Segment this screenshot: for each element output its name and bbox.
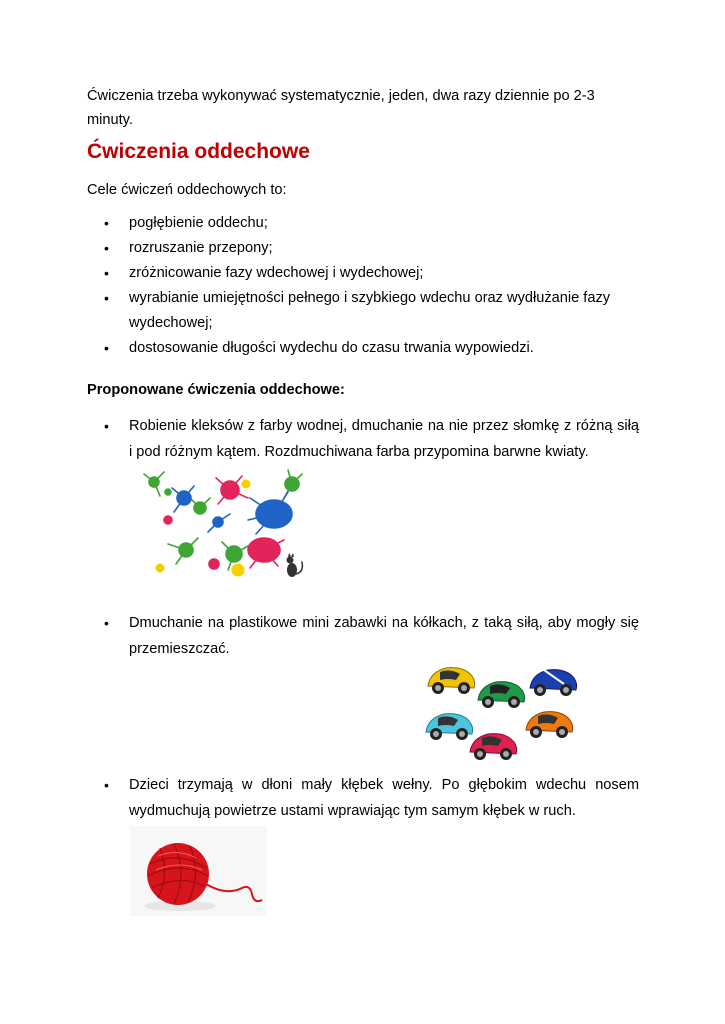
list-item: • zróżnicowanie fazy wdechowej i wydechowej; <box>87 261 647 286</box>
goals-list <box>87 211 647 361</box>
goals-intro: Cele ćwiczeń oddechowych to: <box>87 182 287 198</box>
list-item: • rozruszanie przepony; <box>87 236 647 261</box>
exercise-text: Dzieci trzymają w dłoni mały kłębek wełny. Po głębokim wdechu nosem wydmuchują powietrze ustami wprawiając tym samym kłębek w ruch. <box>129 777 639 819</box>
bullet-icon: • <box>104 615 109 631</box>
exercise-item <box>87 610 639 662</box>
bullet-icon: • <box>104 418 109 434</box>
list-item: • wyrabianie umiejętności pełnego i szybkiego wdechu oraz wydłużanie fazy wydechowej; <box>87 286 647 336</box>
exercise-item <box>87 413 639 465</box>
bullet-icon: • <box>104 777 109 793</box>
section-heading: Ćwiczenia oddechowe <box>87 140 310 163</box>
list-item: • dostosowanie długości wydechu do czasu trwania wypowiedzi. <box>87 336 647 361</box>
exercise-text: Robienie kleksów z farby wodnej, dmuchanie na nie przez słomkę z różną siłą i pod różnym kątem. Rozdmuchiwana farba przypomina barwne kwiaty. <box>129 418 639 460</box>
exercises-heading: Proponowane ćwiczenia oddechowe: <box>87 382 345 398</box>
toy-cars-image <box>418 660 582 768</box>
exercise-item <box>87 772 639 824</box>
list-item: • pogłębienie oddechu; <box>87 211 647 236</box>
paint-blots-image <box>138 468 308 584</box>
intro-paragraph: Ćwiczenia trzeba wykonywać systematycznie, jeden, dwa razy dziennie po 2-3 minuty. <box>87 88 595 128</box>
yarn-ball-image <box>130 826 267 916</box>
exercise-text: Dmuchanie na plastikowe mini zabawki na kółkach, z taką siłą, aby mogły się przemieszczać. <box>129 615 639 657</box>
